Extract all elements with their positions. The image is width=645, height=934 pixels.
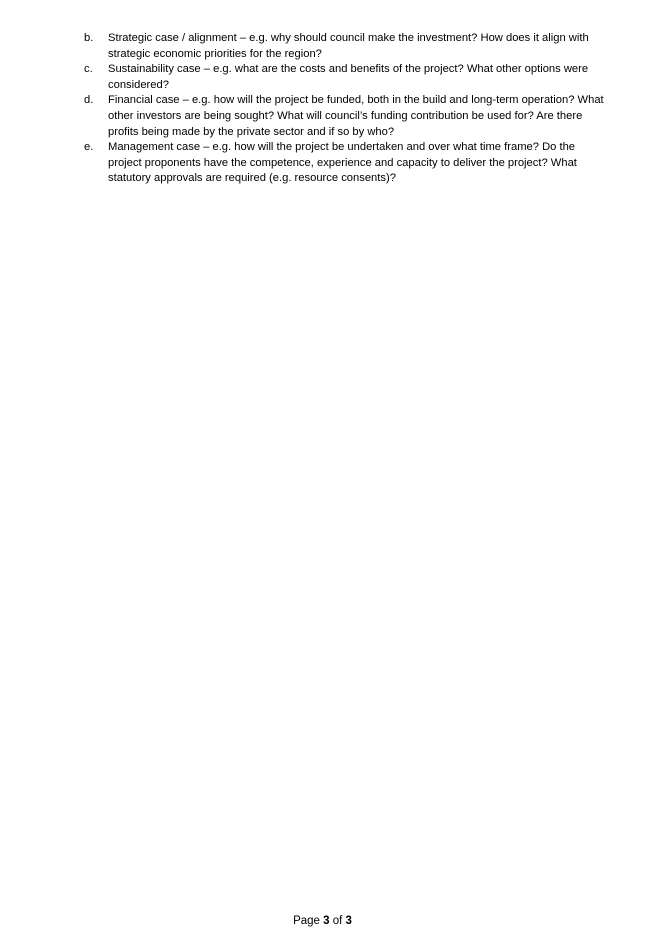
list-item [84,31,604,62]
page-of-label: of [332,915,343,927]
current-page-number: 3 [323,915,330,927]
list-item [84,140,604,187]
list-marker: c. [84,63,93,76]
page-footer [0,914,645,928]
business-case-list [84,31,604,187]
list-marker: e. [84,141,94,154]
total-pages-number: 3 [345,915,352,927]
list-item [84,62,604,93]
list-marker: d. [84,94,94,107]
list-item-text: Strategic case / alignment – e.g. why should council make the investment? How does it align with strategic economic priorities for the region? [108,32,589,60]
list-marker: b. [84,32,94,44]
list-item [84,93,604,140]
list-item-text: Sustainability case – e.g. what are the costs and benefits of the project? What other options were considered? [108,63,589,91]
list-item-text: Management case – e.g. how will the project be undertaken and over what time frame? Do the project proponents have the competence, experience and capacity to deliver the project? What statutory approvals are required (e.g. resource consents)? [108,141,577,185]
list-item-text: Financial case – e.g. how will the project be funded, both in the build and long-term operation? What other investors are being sought? What will council’s funding contribution be used for? Are there profits being made by the private sector and if so by who? [108,94,604,138]
page-label: Page [293,915,320,927]
